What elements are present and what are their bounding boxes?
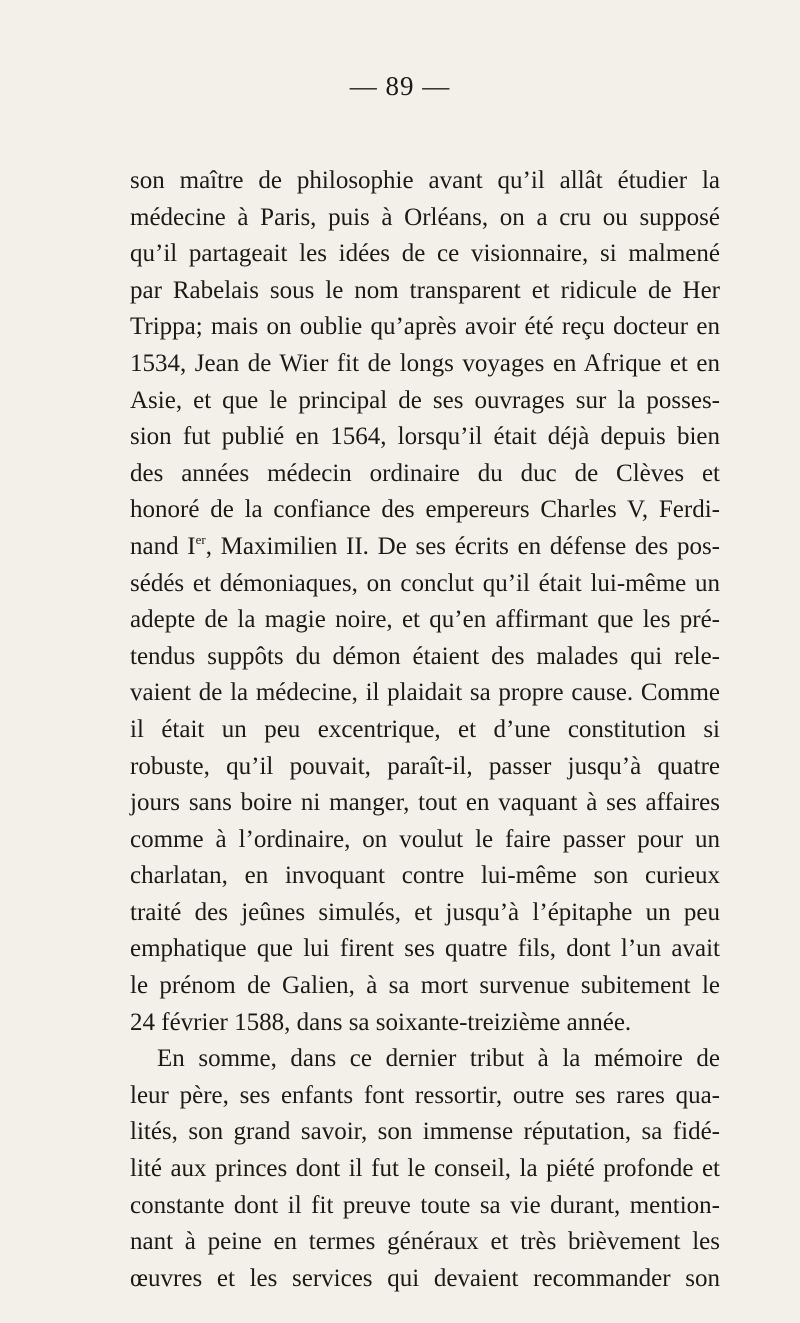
- text-line: robuste, qu’il pouvait, paraît-il, passer jusqu’à quatre: [130, 752, 720, 780]
- text-line: sion fut publié en 1564, lorsqu’il était déjà depuis bien: [130, 423, 720, 451]
- paragraph-start-line: En somme, dans ce dernier tribut à la mémoire de: [157, 1045, 720, 1073]
- text-line: vaient de la médecine, il plaidait sa propre cause. Comme: [130, 679, 720, 707]
- text-line: nant à peine en termes généraux et très brièvement les: [130, 1228, 720, 1256]
- text-line: leur père, ses enfants font ressortir, outre ses rares qua-: [130, 1081, 720, 1109]
- text-line: jours sans boire ni manger, tout en vaquant à ses affaires: [130, 789, 720, 817]
- text-segment: , Maximilien II. De ses écrits en défense des pos-: [205, 532, 720, 560]
- text-line: emphatique que lui firent ses quatre fils, dont l’un avait: [130, 935, 720, 963]
- text-line: traité des jeûnes simulés, et jusqu’à l’épitaphe un peu: [130, 898, 720, 926]
- text-line: œuvres et les services qui devaient recommander son: [130, 1264, 720, 1292]
- text-segment: nand I: [130, 532, 196, 560]
- text-line: charlatan, en invoquant contre lui-même son curieux: [130, 862, 720, 890]
- text-line: Asie, et que le principal de ses ouvrages sur la posses-: [130, 386, 720, 414]
- text-line: le prénom de Galien, à sa mort survenue subitement le: [130, 972, 720, 1000]
- text-line: adepte de la magie noire, et qu’en affirmant que les pré-: [130, 606, 720, 634]
- text-line: comme à l’ordinaire, on voulut le faire passer pour un: [130, 825, 720, 853]
- text-line: lité aux princes dont il fut le conseil, la piété profonde et: [130, 1155, 720, 1183]
- body-text: [130, 163, 720, 1297]
- text-line: son maître de philosophie avant qu’il allât étudier la: [130, 167, 720, 194]
- page-number: — 89 —: [349, 71, 451, 101]
- text-line: tendus suppôts du démon étaient des malades qui rele-: [130, 642, 720, 670]
- paragraph-end-line: 24 février 1588, dans sa soixante-treizième année.: [130, 1008, 632, 1036]
- text-line: honoré de la confiance des empereurs Charles V, Ferdi-: [130, 496, 720, 524]
- text-line: [130, 529, 720, 566]
- text-line: lités, son grand savoir, son immense réputation, sa fidé-: [130, 1118, 720, 1146]
- text-line: par Rabelais sous le nom transparent et ridicule de Her: [130, 276, 720, 304]
- text-line: des années médecin ordinaire du duc de Clèves et: [130, 459, 720, 487]
- text-line: sédés et démoniaques, on conclut qu’il était lui-même un: [130, 569, 720, 597]
- text-line: médecine à Paris, puis à Orléans, on a cru ou supposé: [130, 203, 720, 231]
- text-line: Trippa; mais on oublie qu’après avoir été reçu docteur en: [130, 313, 720, 341]
- text-line: 1534, Jean de Wier fit de longs voyages en Afrique et en: [130, 349, 720, 377]
- text-line: il était un peu excentrique, et d’une constitution si: [130, 715, 720, 743]
- text-line: qu’il partageait les idées de ce visionnaire, si malmené: [130, 240, 720, 268]
- superscript: er: [195, 531, 206, 547]
- text-line: constante dont il fit preuve toute sa vie durant, mention-: [130, 1191, 720, 1219]
